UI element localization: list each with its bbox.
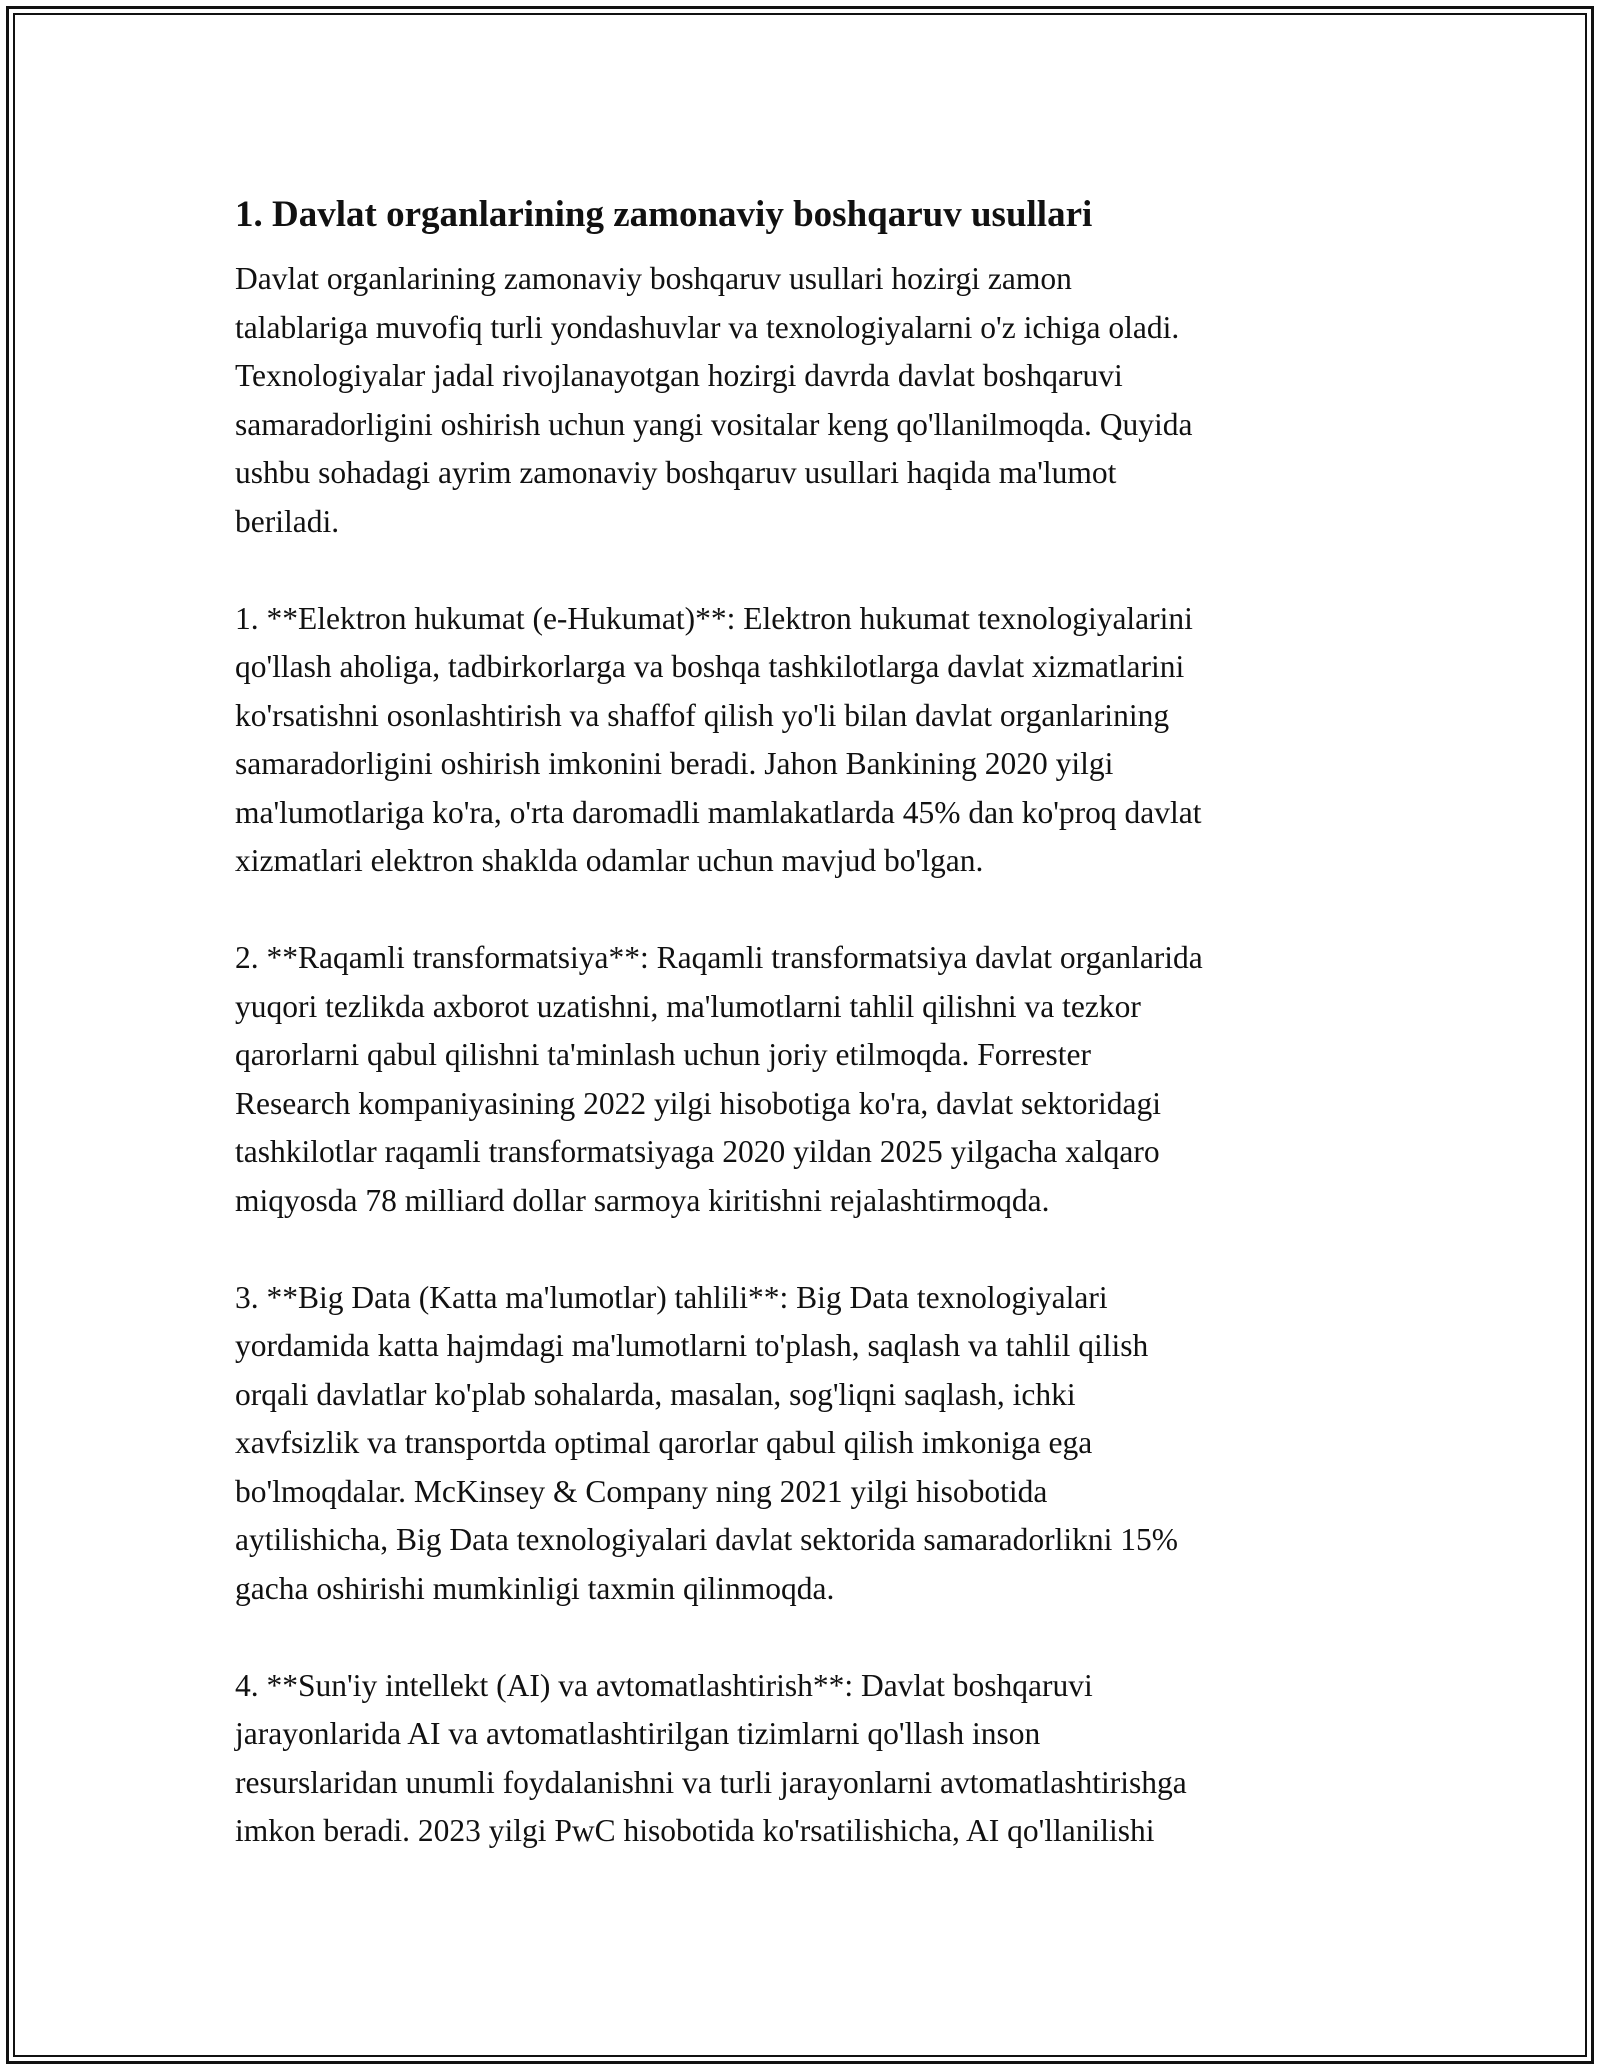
paragraph-line: ushbu sohadagi ayrim zamonaviy boshqaruv usullari haqida ma'lumot bbox=[235, 455, 1117, 490]
paragraph-line: 3. **Big Data (Katta ma'lumotlar) tahlili**: Big Data texnologiyalari bbox=[235, 1279, 1108, 1315]
paragraph-line: gacha oshirishi mumkinligi taxmin qilinmoqda. bbox=[235, 1570, 835, 1606]
paragraph-line: 4. **Sun'iy intellekt (AI) va avtomatlashtirish**: Davlat boshqaruvi bbox=[235, 1667, 1093, 1703]
paragraph-line: Texnologiyalar jadal rivojlanayotgan hozirgi davrda davlat boshqaruvi bbox=[235, 358, 1123, 393]
paragraph-line: resurslaridan unumli foydalanishni va turli jarayonlarni avtomatlashtirishga bbox=[235, 1764, 1187, 1800]
paragraph-line: yordamida katta hajmdagi ma'lumotlarni to'plash, saqlash va tahlil qilish bbox=[235, 1328, 1149, 1363]
paragraph-line: jarayonlarida AI va avtomatlashtirilgan tizimlarni qo'llash inson bbox=[235, 1716, 1041, 1751]
paragraph-line: aytilishicha, Big Data texnologiyalari davlat sektorida samaradorlikni 15% bbox=[235, 1522, 1178, 1557]
paragraph-line: Davlat organlarining zamonaviy boshqaruv usullari hozirgi zamon bbox=[235, 261, 1072, 296]
paragraph-line: ko'rsatishni osonlashtirish va shaffof qilish yo'li bilan davlat organlarining bbox=[235, 697, 1170, 733]
paragraph-line: imkon beradi. 2023 yilgi PwC hisobotida ko'rsatilishicha, AI qo'llanilishi bbox=[235, 1813, 1155, 1848]
paragraph-line: bo'lmoqdalar. McKinsey & Company ning 2021 yilgi hisobotida bbox=[235, 1473, 1048, 1509]
section-heading: 1. Davlat organlarining zamonaviy boshqaruv usullari bbox=[235, 194, 1093, 235]
paragraph-line: orqali davlatlar ko'plab sohalarda, masalan, sog'liqni saqlash, ichki bbox=[235, 1376, 1076, 1412]
paragraph-line: xizmatlari elektron shaklda odamlar uchun mavjud bo'lgan. bbox=[235, 843, 984, 878]
paragraph-line: 2. **Raqamli transformatsiya**: Raqamli transformatsiya davlat organlarida bbox=[235, 940, 1203, 975]
paragraph-line: 1. **Elektron hukumat (e-Hukumat)**: Elektron hukumat texnologiyalarini bbox=[235, 600, 1193, 636]
paragraph-line: samaradorligini oshirish uchun yangi vositalar keng qo'llanilmoqda. Quyida bbox=[235, 406, 1193, 442]
document-body bbox=[235, 185, 1395, 1904]
paragraph-line: beriladi. bbox=[235, 503, 340, 539]
paragraph-line: Research kompaniyasining 2022 yilgi hisobotiga ko'ra, davlat sektoridagi bbox=[235, 1085, 1161, 1121]
paragraph-line: samaradorligini oshirish imkonini beradi. Jahon Bankining 2020 yilgi bbox=[235, 746, 1114, 781]
paragraph-line: miqyosda 78 milliard dollar sarmoya kiritishni rejalashtirmoqda. bbox=[235, 1182, 1050, 1218]
item-e-government bbox=[235, 595, 1395, 886]
paragraph-line: qo'llash aholiga, tadbirkorlarga va boshqa tashkilotlarga davlat xizmatlarini bbox=[235, 649, 1185, 684]
item-big-data bbox=[235, 1274, 1395, 1614]
paragraph-line: qarorlarni qabul qilishni ta'minlash uchun joriy etilmoqda. Forrester bbox=[235, 1037, 1091, 1072]
item-ai-automation bbox=[235, 1662, 1395, 1856]
paragraph-line: tashkilotlar raqamli transformatsiyaga 2020 yildan 2025 yilgacha xalqaro bbox=[235, 1134, 1160, 1169]
paragraph-line: talablariga muvofiq turli yondashuvlar va texnologiyalarni o'z ichiga oladi. bbox=[235, 309, 1180, 345]
item-digital-transformation bbox=[235, 934, 1395, 1225]
intro-paragraph bbox=[235, 255, 1395, 546]
paragraph-line: ma'lumotlariga ko'ra, o'rta daromadli mamlakatlarda 45% dan ko'proq davlat bbox=[235, 794, 1202, 830]
paragraph-line: yuqori tezlikda axborot uzatishni, ma'lumotlarni tahlil qilishni va tezkor bbox=[235, 988, 1141, 1024]
paragraph-line: xavfsizlik va transportda optimal qarorlar qabul qilish imkoniga ega bbox=[235, 1425, 1093, 1460]
